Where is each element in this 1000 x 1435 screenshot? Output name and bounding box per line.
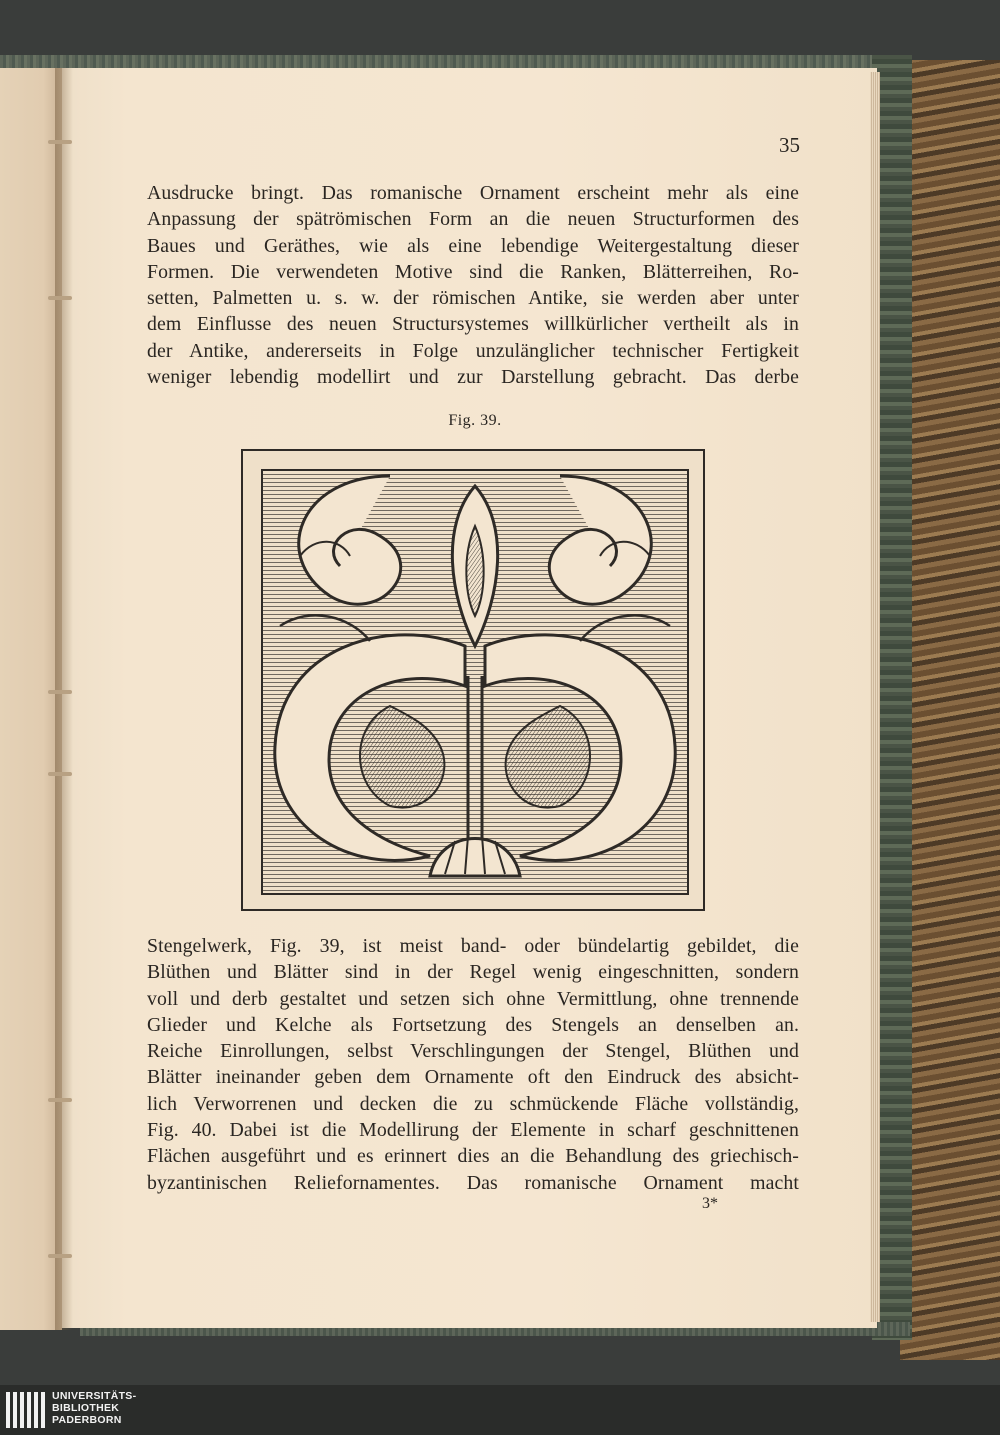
library-footer (0, 1385, 1000, 1435)
text-line: byzantinischen Reliefornamentes. Das romanische Ornament macht (147, 1171, 799, 1194)
facing-page-sliver (0, 68, 62, 1330)
text-line: der Antike, andererseits in Folge unzulänglicher technischer Fertigkeit (147, 339, 799, 362)
text-line: dem Einflusse des neuen Structursystemes willkürlicher vertheilt als in (147, 313, 799, 336)
logo-line: PADERBORN (52, 1414, 122, 1426)
binding-stitch (48, 1254, 72, 1258)
binding-stitch (48, 690, 72, 694)
text-line: Formen. Die verwendeten Motive sind die Ranken, Blätterreihen, Ro- (147, 260, 799, 283)
text-line: voll und derb gestaltet und setzen sich ohne Vermittlung, ohne trennende (147, 987, 799, 1010)
text-line: weniger lebendig modellirt und zur Darstellung gebracht. Das derbe (147, 366, 799, 389)
binding-stitch (48, 140, 72, 144)
page-number: 35 (779, 133, 800, 157)
signature-mark: 3* (702, 1195, 718, 1212)
text-line: Reiche Einrollungen, selbst Verschlingungen der Stengel, Blüthen und (147, 1040, 799, 1063)
binding-stitch (48, 772, 72, 776)
text-line: Baues und Geräthes, wie als eine lebendige Weitergestaltung dieser (147, 234, 799, 257)
text-line: Fig. 40. Dabei ist die Modellirung der Elemente in scharf geschnittenen (147, 1119, 799, 1142)
binding-stitch (48, 1098, 72, 1102)
library-logo-text (52, 1390, 136, 1426)
paragraph-top (147, 180, 799, 390)
page-stack-edge (870, 72, 880, 1322)
ornament-engraving (240, 446, 710, 914)
text-line: Ausdrucke bringt. Das romanische Ornament erscheint mehr als eine (147, 182, 799, 204)
text-line: setten, Palmetten u. s. w. der römischen Antike, sie werden aber unter (147, 287, 799, 310)
text-line: Flächen ausgeführt und es erinnert dies an die Behandlung des griechisch- (147, 1145, 799, 1168)
text-line: Glieder und Kelche als Fortsetzung des Stengels an denselben an. (147, 1013, 799, 1036)
book-cover-board (900, 60, 1000, 1360)
text-line: Stengelwerk, Fig. 39, ist meist band- oder bündelartig gebildet, die (147, 935, 799, 957)
figure-caption: Fig. 39. (448, 412, 502, 429)
gutter-shadow (55, 68, 73, 1330)
text-line: Blüthen und Blätter sind in der Regel wenig eingeschnitten, sondern (147, 961, 799, 984)
binding-stitch (48, 296, 72, 300)
text-line: Blätter ineinander geben dem Ornamente oft den Eindruck des absicht- (147, 1066, 799, 1089)
logo-line: UNIVERSITÄTS- (52, 1390, 137, 1402)
paragraph-bottom (147, 933, 799, 1196)
text-line: Anpassung der spätrömischen Form an die neuen Structurformen des (147, 208, 799, 231)
text-line: lich Verworrenen und decken die zu schmückende Fläche vollständig, (147, 1092, 799, 1115)
logo-line: BIBLIOTHEK (52, 1402, 120, 1414)
library-logo-icon (6, 1388, 46, 1432)
